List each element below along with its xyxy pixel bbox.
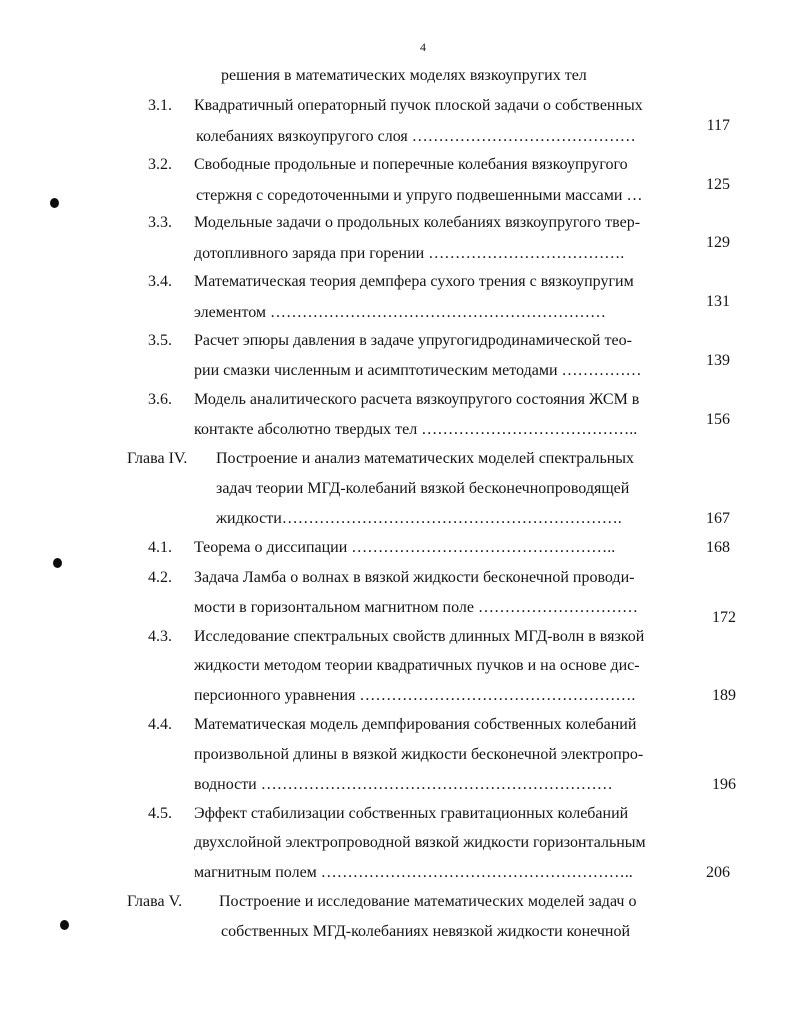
- entry-page: 156: [706, 411, 730, 428]
- entry-page: 131: [706, 293, 730, 310]
- chapter-title-line: Построение и исследование математических моделей задач о: [219, 893, 637, 910]
- entry-page: 129: [706, 234, 730, 251]
- entry-title-line: колебаниях вязкоупругого слоя ……………………………………: [196, 128, 636, 145]
- entry-page: 168: [706, 539, 730, 556]
- entry-number: 4.1.: [148, 539, 172, 556]
- entry-title-line: водности …………………………………………………………: [194, 776, 613, 793]
- entry-number: 3.2.: [148, 156, 172, 173]
- chapter-number: Глава V.: [127, 893, 183, 910]
- entry-page: 117: [706, 117, 730, 134]
- entry-title-line: двухслойной электропроводной вязкой жидкости горизонтальным: [194, 834, 646, 851]
- entry-number: 3.1.: [148, 97, 172, 114]
- entry-number: 4.3.: [148, 628, 172, 645]
- entry-title-line: жидкости методом теории квадратичных пучков и на основе дис-: [194, 657, 640, 674]
- chapter-title-line: задач теории МГД-колебаний вязкой бесконечнопроводящей: [216, 480, 630, 497]
- chapter-number: Глава IV.: [127, 450, 188, 467]
- entry-number: 3.5.: [148, 332, 172, 349]
- entry-number: 4.2.: [148, 569, 172, 586]
- entry-title-line: магнитным полем …………………………………………………..: [194, 864, 633, 881]
- binding-hole-mark: [60, 920, 69, 930]
- intro-line: решения в математических моделях вязкоупругих тел: [221, 67, 587, 84]
- entry-title-line: рии смазки численным и асимптотическим методами ……………: [194, 362, 642, 379]
- entry-title-line: мости в горизонтальном магнитном поле …………………………: [194, 599, 638, 616]
- entry-title-line: произвольной длины в вязкой жидкости бесконечной электропро-: [194, 746, 644, 763]
- entry-title-line: дотопливного заряда при горении ……………………………….: [194, 245, 625, 262]
- entry-title-line: Свободные продольные и поперечные колебания вязкоупругого: [194, 156, 628, 173]
- chapter-title-line: жидкости……………………………………………………….: [216, 510, 622, 527]
- entry-title-line: Расчет эпюры давления в задаче упругогидродинамической тео-: [194, 332, 632, 349]
- page-number: 4: [420, 40, 426, 54]
- binding-hole-mark: [50, 198, 59, 208]
- chapter-title-line: Построение и анализ математических моделей спектральных: [216, 450, 635, 467]
- entry-page: 125: [706, 176, 730, 193]
- entry-title-line: персионного уравнения …………………………………………….: [194, 687, 636, 704]
- entry-title-line: Исследование спектральных свойств длинных МГД-волн в вязкой: [194, 628, 645, 645]
- entry-number: 4.5.: [148, 805, 172, 822]
- entry-page: 206: [706, 864, 730, 881]
- entry-page: 196: [712, 776, 736, 793]
- entry-number: 4.4.: [148, 716, 172, 733]
- chapter-page: 167: [706, 510, 730, 527]
- chapter-title-line: собственных МГД-колебаниях невязкой жидкости конечной: [221, 923, 631, 940]
- entry-title-line: Задача Ламба о волнах в вязкой жидкости бесконечной проводи-: [194, 569, 635, 586]
- entry-page: 172: [712, 609, 736, 626]
- binding-hole-mark: [53, 558, 62, 568]
- entry-title-line: Модель аналитического расчета вязкоупругого состояния ЖСМ в: [194, 391, 640, 408]
- entry-number: 3.6.: [148, 391, 172, 408]
- entry-title-line: Квадратичный операторный пучок плоской задачи о собственных: [194, 97, 643, 114]
- entry-title-line: Математическая теория демпфера сухого трения с вязкоупругим: [194, 273, 634, 290]
- entry-number: 3.3.: [148, 214, 172, 231]
- entry-title-line: Математическая модель демпфирования собственных колебаний: [194, 716, 637, 733]
- entry-page: 139: [706, 352, 730, 369]
- entry-title-line: Теорема о диссипации …………………………………………..: [194, 539, 616, 556]
- entry-title-line: элементом ………………………………………………………: [194, 304, 607, 321]
- entry-page: 189: [712, 687, 736, 704]
- entry-title-line: Модельные задачи о продольных колебаниях вязкоупругого твер-: [194, 214, 641, 231]
- entry-number: 3.4.: [148, 273, 172, 290]
- entry-title-line: стержня с соредоточенными и упруго подвешенными массами …: [196, 187, 643, 204]
- entry-title-line: контакте абсолютно твердых тел …………………………………..: [194, 421, 638, 438]
- entry-title-line: Эффект стабилизации собственных гравитационных колебаний: [194, 805, 629, 822]
